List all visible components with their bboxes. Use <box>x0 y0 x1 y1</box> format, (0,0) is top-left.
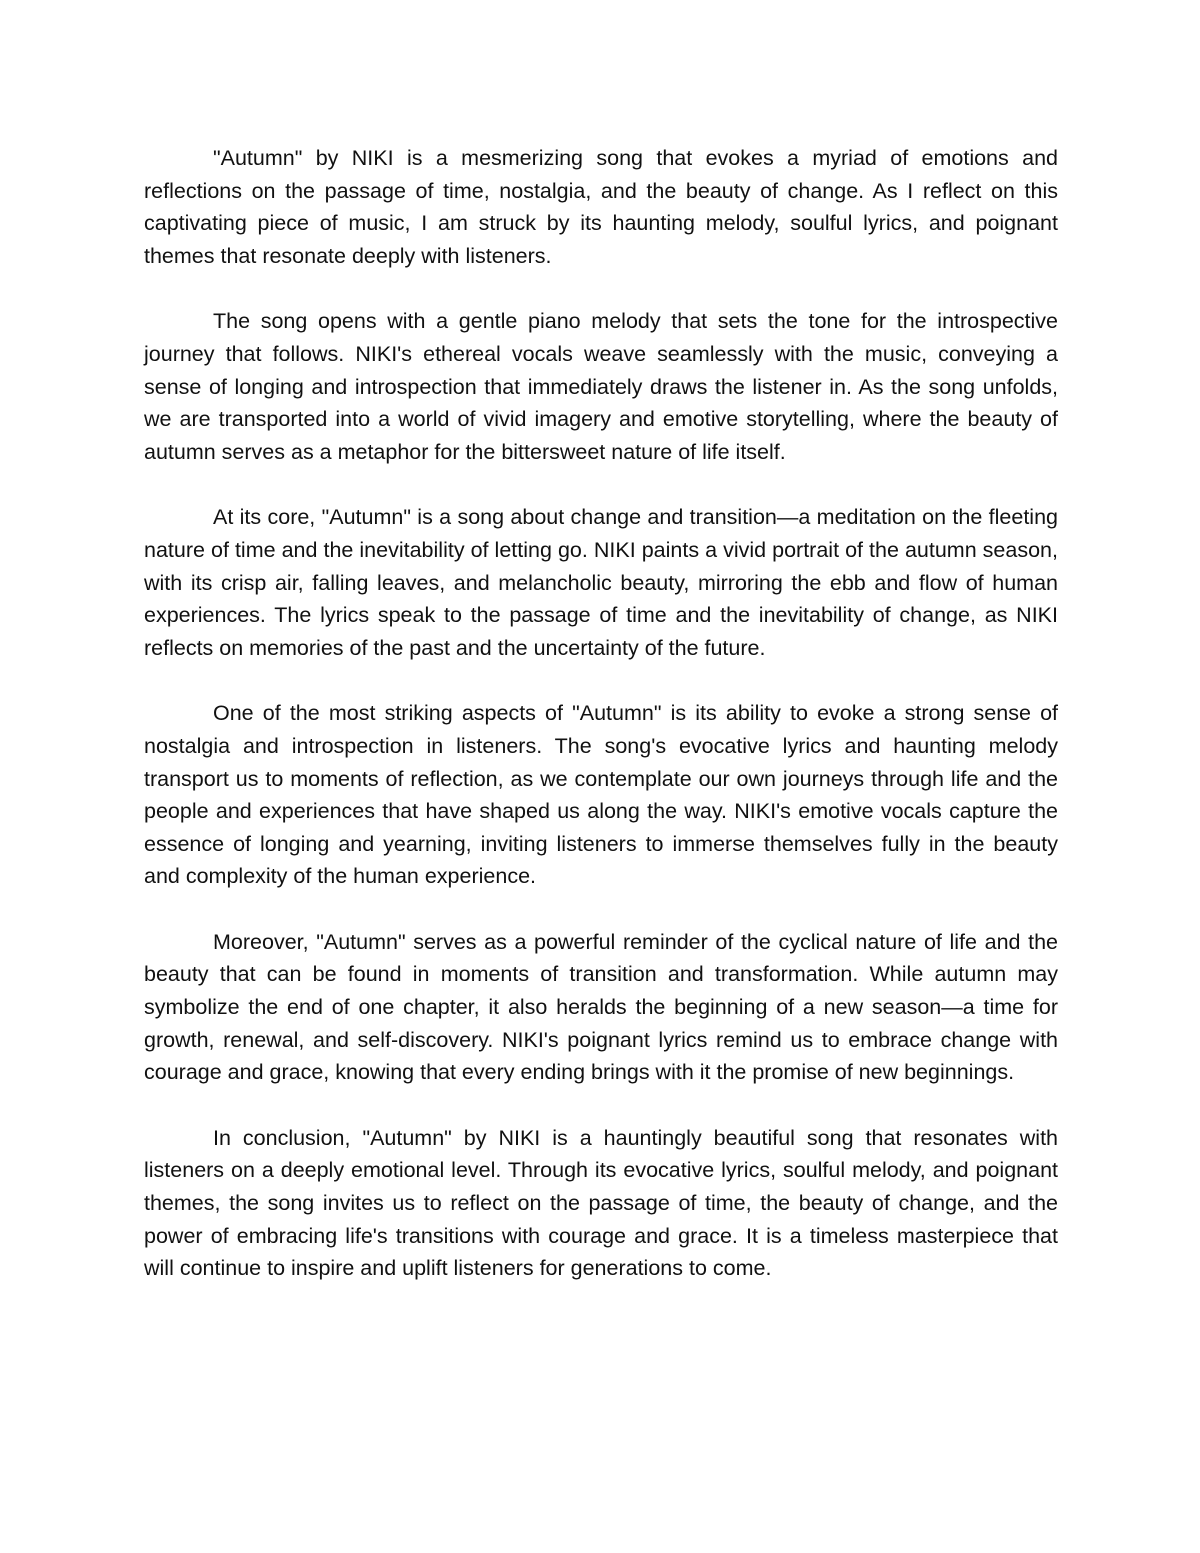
essay-body <box>144 142 1058 1285</box>
paragraph-nostalgia: One of the most striking aspects of "Autumn" is its ability to evoke a strong sense of nostalgia and introspection in listeners. The song's evocative lyrics and haunting melody transport us to moments of reflection, as we contemplate our own journeys through life and the people and experiences that have shaped us along the way. NIKI's emotive vocals capture the essence of longing and yearning, inviting listeners to immerse themselves fully in the beauty and complexity of the human experience. <box>144 701 1058 889</box>
paragraph-conclusion: In conclusion, "Autumn" by NIKI is a hauntingly beautiful song that resonates with listeners on a deeply emotional level. Through its evocative lyrics, soulful melody, and poignant themes, the song invites us to reflect on the passage of time, the beauty of change, and the power of embracing life's transitions with courage and grace. It is a timeless masterpiece that will continue to inspire and uplift listeners for generations to come. <box>144 1125 1058 1281</box>
paragraph-core-theme: At its core, "Autumn" is a song about change and transition—a meditation on the fleeting nature of time and the inevitability of letting go. NIKI paints a vivid portrait of the autumn season, with its crisp air, falling leaves, and melancholic beauty, mirroring the ebb and flow of human experiences. The lyrics speak to the passage of time and the inevitability of change, as NIKI reflects on memories of the past and the uncertainty of the future. <box>144 505 1058 660</box>
paragraph-introduction: "Autumn" by NIKI is a mesmerizing song that evokes a myriad of emotions and reflections on the passage of time, nostalgia, and the beauty of change. As I reflect on this captivating piece of music, I am struck by its haunting melody, soulful lyrics, and poignant themes that resonate deeply with listeners. <box>144 146 1058 268</box>
paragraph-cyclical-nature: Moreover, "Autumn" serves as a powerful reminder of the cyclical nature of life and the beauty that can be found in moments of transition and transformation. While autumn may symbolize the end of one chapter, it also heralds the beginning of a new season—a time for growth, renewal, and self-discovery. NIKI's poignant lyrics remind us to embrace change with courage and grace, knowing that every ending brings with it the promise of new beginnings. <box>144 929 1058 1085</box>
paragraph-song-opening: The song opens with a gentle piano melody that sets the tone for the introspective journey that follows. NIKI's ethereal vocals weave seamlessly with the music, conveying a sense of longing and introspection that immediately draws the listener in. As the song unfolds, we are transported into a world of vivid imagery and emotive storytelling, where the beauty of autumn serves as a metaphor for the bittersweet nature of life itself. <box>144 309 1058 464</box>
